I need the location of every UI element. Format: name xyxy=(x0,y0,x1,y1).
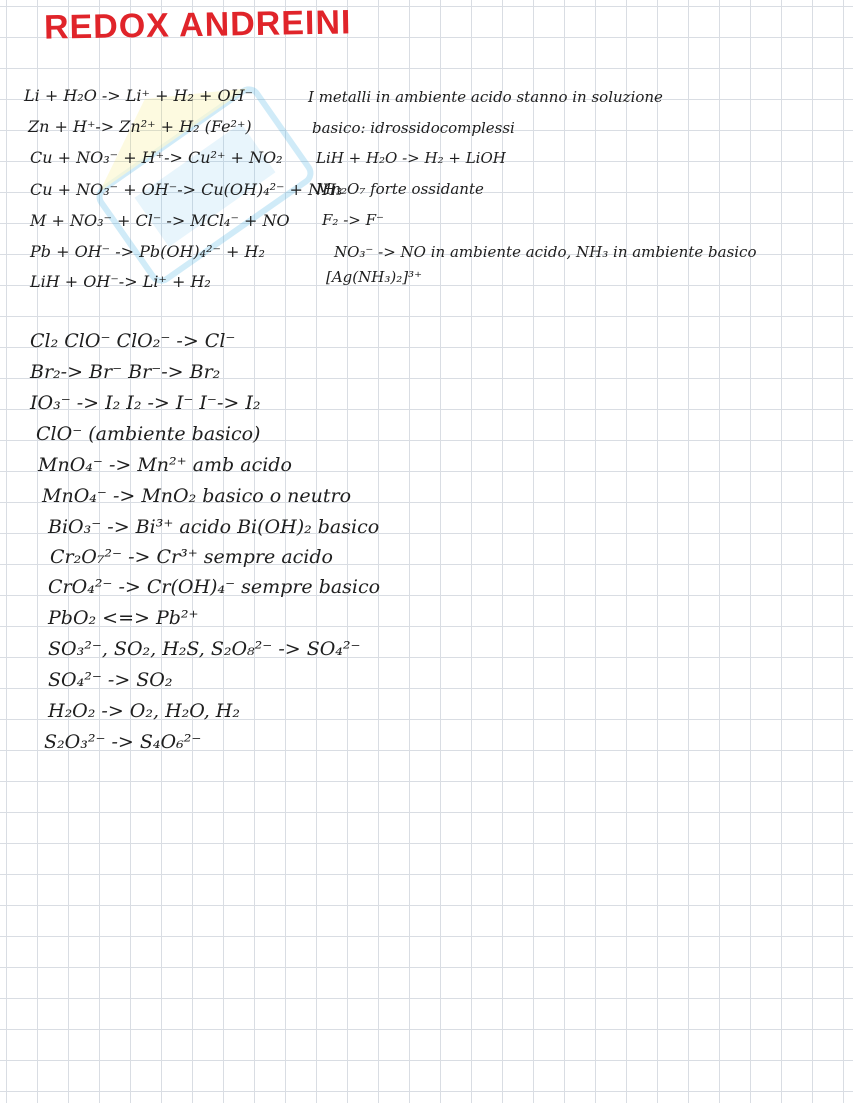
reaction-line: Cu + NO₃⁻ + OH⁻-> Cu(OH)₄²⁻ + NH₃ xyxy=(30,180,343,199)
note-line: LiH + H₂O -> H₂ + LiOH xyxy=(316,149,506,167)
note-line: F₂ -> F⁻ xyxy=(322,211,384,229)
list-item: H₂O₂ -> O₂, H₂O, H₂ xyxy=(48,700,240,722)
note-line: [Ag(NH₃)₂]³⁺ xyxy=(326,268,423,286)
reaction-line: Li + H₂O -> Li⁺ + H₂ + OH⁻ xyxy=(24,86,254,105)
note-line: I metalli in ambiente acido stanno in soluzione xyxy=(308,88,663,106)
list-item: BiO₃⁻ -> Bi³⁺ acido Bi(OH)₂ basico xyxy=(48,516,380,538)
note-line: Mn₂O₇ forte ossidante xyxy=(316,180,484,198)
reaction-line: Cu + NO₃⁻ + H⁺-> Cu²⁺ + NO₂ xyxy=(30,148,283,167)
list-item: MnO₄⁻ -> Mn²⁺ amb acido xyxy=(38,454,292,476)
reaction-line: Pb + OH⁻ -> Pb(OH)₄²⁻ + H₂ xyxy=(30,242,265,261)
note-line: basico: idrossidocomplessi xyxy=(312,119,515,137)
list-item: SO₄²⁻ -> SO₂ xyxy=(48,669,173,691)
list-item: CrO₄²⁻ -> Cr(OH)₄⁻ sempre basico xyxy=(48,576,381,598)
list-item: Br₂-> Br⁻ Br⁻-> Br₂ xyxy=(30,361,221,383)
list-item: Cr₂O₇²⁻ -> Cr³⁺ sempre acido xyxy=(50,546,333,568)
list-item: MnO₄⁻ -> MnO₂ basico o neutro xyxy=(42,485,352,507)
note-line: NO₃⁻ -> NO in ambiente acido, NH₃ in ambiente basico xyxy=(334,243,757,261)
list-item: SO₃²⁻, SO₂, H₂S, S₂O₈²⁻ -> SO₄²⁻ xyxy=(48,638,361,660)
reaction-line: LiH + OH⁻-> Li⁺ + H₂ xyxy=(30,272,211,291)
page-title: REDOX ANDREINI xyxy=(43,3,352,47)
list-item: PbO₂ <=> Pb²⁺ xyxy=(48,607,199,629)
list-item: Cl₂ ClO⁻ ClO₂⁻ -> Cl⁻ xyxy=(30,330,236,352)
list-item: ClO⁻ (ambiente basico) xyxy=(36,423,261,445)
list-item: S₂O₃²⁻ -> S₄O₆²⁻ xyxy=(44,731,202,753)
list-item: IO₃⁻ -> I₂ I₂ -> I⁻ I⁻-> I₂ xyxy=(30,392,261,414)
reaction-line: M + NO₃⁻ + Cl⁻ -> MCl₄⁻ + NO xyxy=(30,211,290,230)
reaction-line: Zn + H⁺-> Zn²⁺ + H₂ (Fe²⁺) xyxy=(28,117,252,136)
